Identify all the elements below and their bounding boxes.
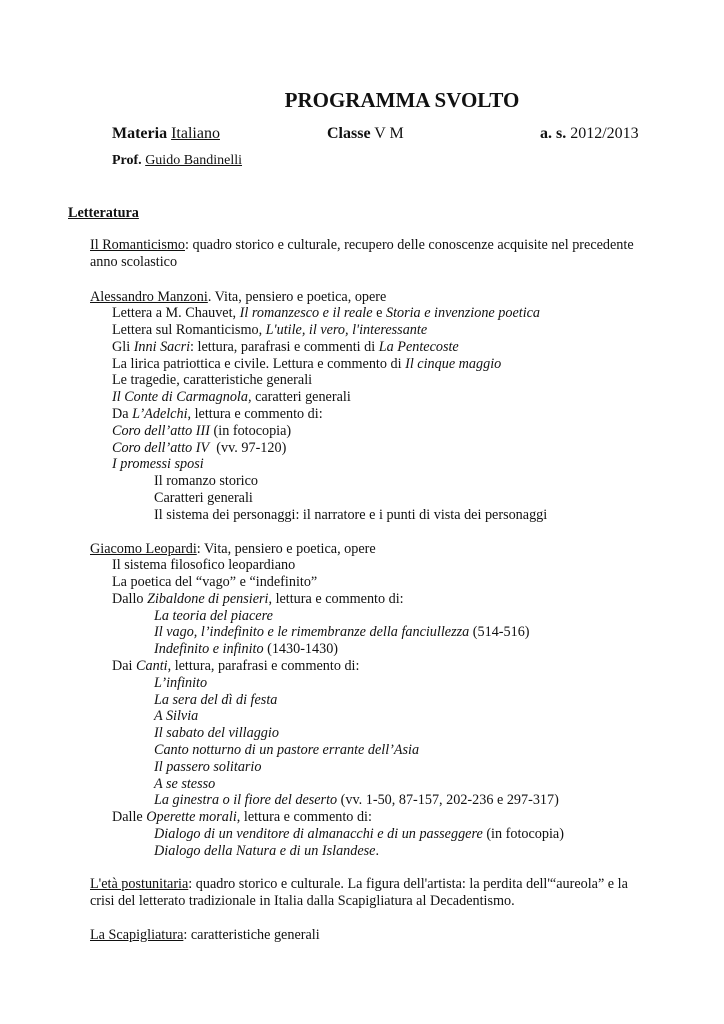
manzoni-item — [112, 305, 540, 322]
manzoni-subitem: Il romanzo storico — [154, 473, 259, 489]
leopardi-subitem — [154, 725, 279, 742]
scapigliatura-text: : caratteristiche generali — [183, 927, 320, 943]
materia-value: Italiano — [171, 125, 220, 142]
leopardi-item-title: Operette morali — [146, 809, 237, 825]
leopardi-subitem-text: (514-516) — [469, 624, 530, 640]
leopardi-subitem-text: (1430-1430) — [263, 641, 339, 657]
leopardi-subitem-title: A Silvia — [154, 708, 199, 724]
manzoni-item — [112, 456, 204, 473]
leopardi-item: La poetica del “vago” e “indefinito” — [112, 574, 318, 590]
leopardi-subitem-text: . — [375, 843, 380, 859]
postunitaria-text-cont: crisi del letterato tradizionale in Italia dalla Scapigliatura al Decadentismo. — [90, 893, 515, 909]
manzoni-item-text: Lettera a M. Chauvet, — [112, 305, 240, 321]
leopardi-item-text: , lettura e commento di: — [268, 591, 404, 607]
leopardi-subitem-title: Canto notturno di un pastore errante dell’Asia — [154, 742, 420, 758]
manzoni-item-title: La Pentecoste — [378, 339, 459, 355]
manzoni-item-title: Il romanzesco e il reale — [239, 305, 373, 321]
leopardi-item — [112, 591, 404, 608]
leopardi-subitem — [154, 675, 207, 692]
classe-field — [327, 124, 404, 144]
leopardi-subitem — [154, 608, 273, 625]
anno-scolastico-label: a. s. — [540, 125, 567, 142]
leopardi-subitem — [154, 792, 559, 809]
leopardi-subitem-text: (vv. 1-50, 87-157, 202-236 e 297-317) — [337, 792, 559, 808]
leopardi-subitem — [154, 843, 379, 860]
romanticismo-topic: Il Romanticismo — [90, 237, 185, 253]
page-title: PROGRAMMA SVOLTO — [284, 88, 520, 112]
leopardi-item-text: Dai — [112, 658, 137, 674]
romanticismo-text-cont: anno scolastico — [90, 254, 178, 270]
manzoni-item-title: L'utile, il vero, l'interessante — [265, 322, 428, 338]
leopardi-subitem-title: La teoria del piacere — [154, 608, 273, 624]
leopardi-intro: : Vita, pensiero e poetica, opere — [196, 541, 376, 557]
leopardi-item-text: , lettura, parafrasi e commento di: — [167, 658, 360, 674]
romanticismo-line-1 — [90, 237, 634, 254]
leopardi-subitem-title: Dialogo di un venditore di almanacchi e di un passeggere — [154, 826, 483, 842]
leopardi-item-text: , lettura e commento di: — [236, 809, 372, 825]
manzoni-heading — [90, 289, 386, 306]
manzoni-item-text: e — [372, 305, 386, 321]
manzoni-item-text: caratteri generali — [251, 389, 351, 405]
leopardi-subitem — [154, 692, 277, 709]
leopardi-subitem — [154, 624, 530, 641]
manzoni-item-title: Coro dell’atto III — [112, 423, 210, 439]
leopardi-item-title: Zibaldone di pensieri — [147, 591, 269, 607]
anno-scolastico-field — [540, 124, 639, 144]
anno-scolastico-value: 2012/2013 — [570, 125, 639, 142]
leopardi-item-title: Canti — [136, 658, 168, 674]
manzoni-item-title: Inni Sacri — [133, 339, 191, 355]
manzoni-item-text: (in fotocopia) — [209, 423, 292, 439]
leopardi-item — [112, 658, 359, 675]
manzoni-item-title: Il Conte di Carmagnola, — [112, 389, 252, 405]
classe-label: Classe — [327, 125, 371, 142]
manzoni-item — [112, 356, 501, 373]
manzoni-item-text: La lirica patriottica e civile. Lettura e commento di — [112, 356, 406, 372]
leopardi-subitem — [154, 708, 198, 725]
prof-label: Prof. — [112, 153, 142, 168]
manzoni-item-text: , lettura e commento di: — [187, 406, 323, 422]
manzoni-item-title: Storia e invenzione poetica — [385, 305, 541, 321]
materia-label: Materia — [112, 125, 168, 142]
prof-value: Guido Bandinelli — [145, 153, 243, 168]
leopardi-topic: Giacomo Leopardi — [90, 541, 197, 557]
manzoni-item-title: Il cinque maggio — [405, 356, 502, 372]
leopardi-subitem — [154, 742, 419, 759]
manzoni-item-text: : lettura, parafrasi e commenti di — [190, 339, 379, 355]
leopardi-subitem-text: (in fotocopia) — [482, 826, 564, 842]
manzoni-item-text: Lettera sul Romanticismo, — [112, 322, 266, 338]
manzoni-item — [112, 406, 323, 423]
leopardi-subitem — [154, 759, 261, 776]
manzoni-item: Le tragedie, caratteristiche generali — [112, 372, 313, 388]
scapigliatura-line — [90, 927, 320, 944]
leopardi-subitem — [154, 641, 338, 658]
scapigliatura-topic: La Scapigliatura — [90, 927, 184, 943]
leopardi-subitem-title: A se stesso — [154, 776, 216, 792]
leopardi-item-text: Dallo — [112, 591, 148, 607]
leopardi-subitem — [154, 826, 564, 843]
leopardi-heading — [90, 541, 376, 558]
manzoni-intro: . Vita, pensiero e poetica, opere — [207, 289, 387, 305]
section-title: Letteratura — [68, 205, 139, 221]
leopardi-subitem-title: L’infinito — [154, 675, 208, 691]
leopardi-subitem-title: La sera del dì di festa — [154, 692, 278, 708]
romanticismo-text: : quadro storico e culturale, recupero delle conoscenze acquisite nel precedente — [184, 237, 634, 253]
manzoni-item — [112, 440, 286, 457]
manzoni-item-title: Coro dell’atto IV — [112, 440, 210, 456]
manzoni-item-text: Gli — [112, 339, 134, 355]
manzoni-item — [112, 339, 459, 356]
postunitaria-line-1 — [90, 876, 628, 893]
romanticismo-line-2 — [90, 254, 177, 271]
leopardi-subitem-title: Il sabato del villaggio — [154, 725, 279, 741]
manzoni-subitem: Il sistema dei personaggi: il narratore e i punti di vista dei personaggi — [154, 507, 548, 523]
leopardi-subitem-title: Dialogo della Natura e di un Islandese — [154, 843, 376, 859]
leopardi-item — [112, 809, 372, 826]
postunitaria-topic: L'età postunitaria — [90, 876, 189, 892]
leopardi-item-text: Dalle — [112, 809, 147, 825]
leopardi-item: Il sistema filosofico leopardiano — [112, 557, 296, 573]
classe-value: V M — [374, 125, 404, 142]
manzoni-topic: Alessandro Manzoni — [90, 289, 208, 305]
manzoni-item-text: Da — [112, 406, 133, 422]
manzoni-item — [112, 389, 351, 406]
prof-field — [112, 152, 242, 170]
leopardi-subitem — [154, 776, 215, 793]
postunitaria-line-2 — [90, 893, 515, 910]
manzoni-item-text: (vv. 97-120) — [209, 440, 287, 456]
manzoni-item-title: L’Adelchi — [132, 406, 188, 422]
leopardi-subitem-title: Il vago, l’indefinito e le rimembranze della fanciullezza — [154, 624, 470, 640]
materia-field — [112, 124, 220, 144]
postunitaria-text: : quadro storico e culturale. La figura dell'artista: la perdita dell'“aureola” e la — [188, 876, 628, 892]
leopardi-subitem-title: Indefinito e infinito — [154, 641, 264, 657]
manzoni-item-title: I promessi sposi — [112, 456, 204, 472]
leopardi-subitem-title: Il passero solitario — [154, 759, 262, 775]
manzoni-subitem: Caratteri generali — [154, 490, 253, 506]
manzoni-item — [112, 423, 291, 440]
leopardi-subitem-title: La ginestra o il fiore del deserto — [154, 792, 338, 808]
manzoni-item — [112, 322, 427, 339]
